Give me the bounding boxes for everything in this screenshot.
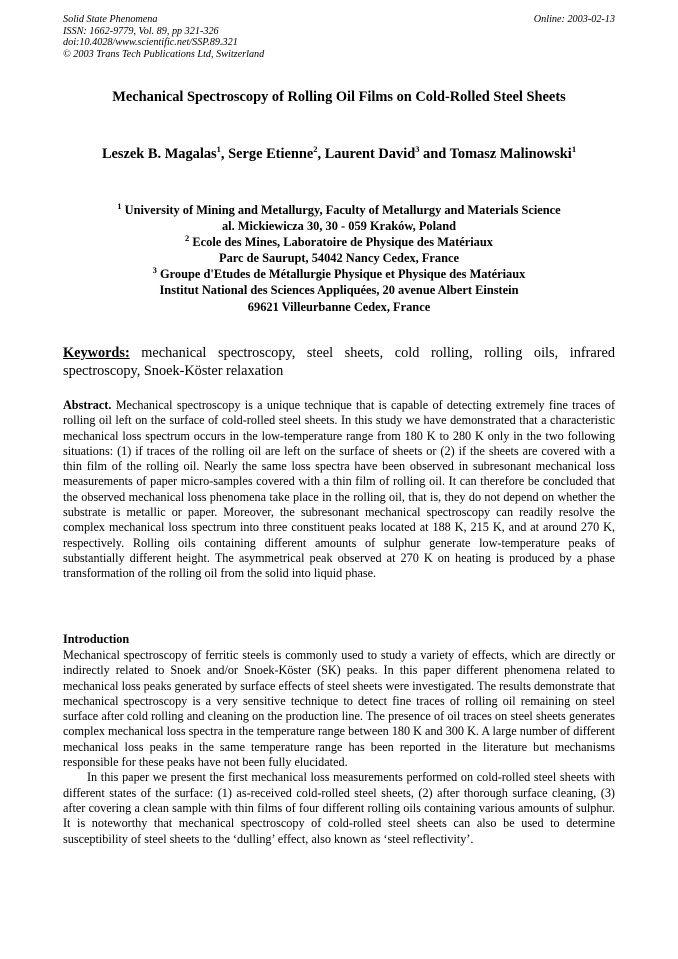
journal-name: Solid State Phenomena: [63, 14, 158, 25]
affiliation-mark: 2: [185, 233, 190, 244]
introduction-heading: Introduction: [63, 632, 130, 646]
paragraph: Mechanical spectroscopy of ferritic steels is commonly used to study a variety of effects, which are directly or indirectly related to Snoek and/or Snoek-Köster (SK) peaks. In this paper different phenomena related to mechanical loss peaks generated by surface effects of steel sheets were investigated. The results demonstrate that mechanical spectroscopy is a very sensitive technique to detect fine traces of rolling oil remaining on steel surface after cold rolling and cleaning on the production line. The presence of oil traces on steel sheets generates complex mechanical loss spectra in the temperature range between 180 K and 300 K. A large number of different mechanical loss peaks in the same temperature range has been reported in the literature but mechanisms responsible for these peaks have not been fully elucidated.: [63, 648, 615, 770]
author-separator: ,: [317, 146, 325, 162]
journal-header: [63, 14, 615, 60]
introduction-body: [63, 648, 615, 847]
author-name: Laurent David: [324, 146, 416, 162]
author-name: Leszek B. Magalas: [101, 146, 217, 162]
affiliations: [63, 202, 615, 315]
keywords: [63, 344, 615, 381]
affiliation-1: [63, 202, 615, 218]
abstract: [63, 398, 615, 582]
keywords-label: Keywords:: [63, 345, 130, 361]
copyright-line: © 2003 Trans Tech Publications Ltd, Switzerland: [63, 48, 265, 60]
author-affiliation-mark: 1: [571, 144, 577, 155]
issn-line: ISSN: 1662-9779, Vol. 89, pp 321-326: [63, 25, 219, 37]
author-affiliation-mark: 2: [313, 144, 318, 155]
author-affiliation-mark: 3: [415, 144, 420, 155]
affiliation-2: [63, 234, 615, 250]
affiliation-3: [63, 266, 615, 282]
author-separator: ,: [220, 146, 229, 162]
affiliation-line: 69621 Villeurbanne Cedex, France: [247, 299, 431, 314]
affiliation-mark: 3: [152, 265, 157, 276]
affiliation-mark: 1: [117, 200, 122, 211]
doi-line: doi:10.4028/www.scientific.net/SSP.89.321: [63, 37, 238, 48]
abstract-label: Abstract.: [63, 398, 112, 412]
author-list: [63, 146, 615, 163]
affiliation-line: Institut National des Sciences Appliquées, 20 avenue Albert Einstein: [159, 283, 519, 298]
online-date: Online: 2003-02-13: [533, 14, 615, 25]
keywords-text: mechanical spectroscopy, steel sheets, cold rolling, rolling oils, infrared spectroscopy, Snoek-Köster relaxation: [63, 345, 615, 380]
author-name: Serge Etienne: [228, 146, 314, 162]
paper-title: Mechanical Spectroscopy of Rolling Oil Films on Cold-Rolled Steel Sheets: [112, 89, 566, 105]
affiliation-line: University of Mining and Metallurgy, Faculty of Metallurgy and Materials Science: [121, 203, 561, 217]
author-separator: and: [419, 146, 450, 162]
affiliation-line: al. Mickiewicza 30, 30 - 059 Kraków, Poland: [221, 219, 457, 234]
author-affiliation-mark: 1: [216, 144, 221, 155]
affiliation-line: Parc de Saurupt, 54042 Nancy Cedex, France: [219, 251, 459, 266]
author-name: Tomasz Malinowski: [449, 146, 572, 162]
affiliation-line: Groupe d'Etudes de Métallurgie Physique et Physique des Matériaux: [156, 267, 526, 282]
paragraph: In this paper we present the first mechanical loss measurements performed on cold-rolled steel sheets with different states of the surface: (1) as-received cold-rolled steel sheets, (2) after thorough surface cleaning, (3) after covering a clean sample with thin films of four different rolling oils containing various amounts of sulphur. It is noteworthy that mechanical spectroscopy of cold-rolled steel sheets can also be used to determine susceptibility of steel sheets to the ‘dulling’ effect, also known as ‘steel reflectivity’.: [63, 770, 615, 846]
abstract-text: Mechanical spectroscopy is a unique technique that is capable of detecting extremely fine traces of rolling oil left on the surface of cold-rolled steel sheets. In this study we have demonstrated that a characteristic mechanical loss spectrum occurs in the low-temperature range from 180 K to 280 K only in the two following situations: (1) if traces of the rolling oil are left on the surface of sheets or (2) if the sheets are covered with a thin film of the rolling oil. Nearly the same loss spectra have been observed in subresonant mechanical loss measurements of paper micro-samples covered with a thin film of rolling oil. It can therefore be concluded that the observed mechanical loss phenomena take place in the rolling oil, that is, they do not depend on whether the substrate is metallic or paper. Moreover, the subresonant mechanical spectroscopy can readily resolve the complex mechanical loss spectrum into three constituent peaks located at 188 K, 215 K, and at around 270 K, respectively. Rolling oils containing different amounts of sulphur generate low-temperature peaks of substantially different height. The asymmetrical peak observed at 270 K on heating is produced by a phase transformation of the rolling oil from the solid into liquid phase.: [63, 398, 615, 581]
affiliation-line: Ecole des Mines, Laboratoire de Physique des Matériaux: [189, 235, 493, 250]
